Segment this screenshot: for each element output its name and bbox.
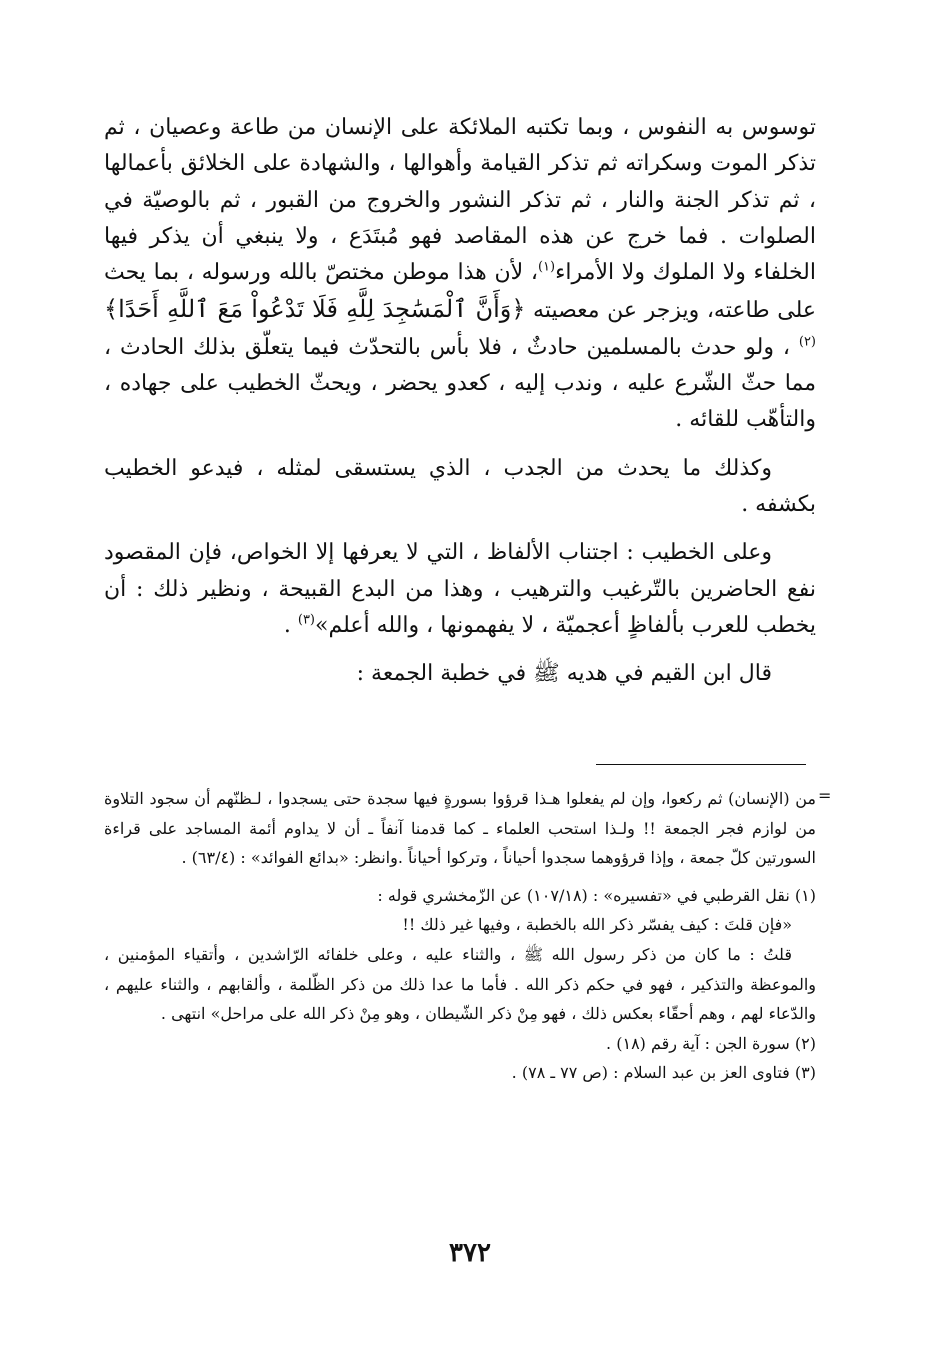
- paragraph-1-text-c: ، ولو حدث بالمسلمين حادثٌ ، فلا بأس بالتحدّث فيما يتعلّق بذلك الحادث ، مما حثّ الشّرع عليه ، وندب إليه ، كعدو يحضر ، ويحثّ الخطيب على جهاده ، والتأهّب للقائه .: [104, 334, 816, 433]
- footnote-ref-3[interactable]: (٣): [297, 612, 315, 628]
- footnote-continuation-mark: =: [818, 786, 832, 805]
- footnote-ref-2[interactable]: (٢): [798, 334, 816, 350]
- paragraph-1: [104, 110, 816, 439]
- quran-verse: ﴿وَأَنَّ ٱلْمَسَٰجِدَ لِلَّهِ فَلَا تَدْعُواْ مَعَ ٱللَّهِ أَحَدًا﴾: [104, 295, 526, 324]
- paragraph-3-text: وعلى الخطيب : اجتناب الألفاظ ، التي لا يعرفها إلا الخواص، فإن المقصود نفع الحاضرين بالتّرغيب والترهيب ، وهذا من البدع القبيحة ، ونظير ذلك : أن يخطب للعرب بألفاظٍ أعجميّة ، لا يفهمونها ، والله أعلم»: [104, 540, 816, 638]
- footnote-1-quote: «فإن قلتَ : كيف يفسّر ذكر الله بالخطبة ، وفيها غير ذلك !!: [402, 915, 792, 935]
- footnotes: [104, 784, 816, 1088]
- footnote-continuation: من (الإنسان) ثم ركعوا، وإن لم يفعلوا هـذا قرؤوا بسورةٍ فيها سجدة حتى يسجدوا ، لـظنّهم أن سجود التلاوة من لوازم فجر الجمعة !! ولـذا استحب العلماء ـ كما قدمنا آنفاً ـ أن لا يداوم أئمة المساجد على قراءة السورتين كلّ جمعة ، وإذا قرؤوهما سجدوا أحياناً ، وتركوا أحياناً .وانظر: «بدائع الفوائد» : (٦٣/٤) .: [104, 789, 816, 868]
- main-text: [104, 110, 816, 692]
- paragraph-1-text-b: ، لأن هذا موطن مختصّ بالله ورسوله ، بما يحث على طاعته، ويزجر عن معصيته: [104, 260, 817, 324]
- footnote-1-answer: قلتُ : ما كان من ذكر رسول الله ﷺ ، والثناء عليه ، وعلى خلفائه الرّاشدين ، وأتقياء المؤمنين ، والموعظة والتذكير ، فهو في حكم ذكر الله . فأما ما عدا ذلك من ذكر الظّلمة ، وألقابهم ، والثناء عليهم ، والدّعاء لهم ، وهم أحقّاء بعكس ذلك ، فهو مِنْ ذكر الشّيطان ، وهو مِنْ ذكر الله على مراحل» انتهى .: [104, 944, 816, 1024]
- page-number: ٣٧٢: [449, 1238, 491, 1268]
- paragraph-3: [104, 535, 816, 644]
- paragraph-3-end: .: [283, 612, 298, 638]
- footnote-2: (٢) سورة الجن : آية رقم (١٨) .: [606, 1033, 816, 1053]
- paragraph-1-text: توسوس به النفوس ، وبما تكتبه الملائكة على الإنسان من طاعة وعصيان ، ثم تذكر الموت وسكراته ثم تذكر القيامة وأهوالها ، والشهادة على الخلائق بأعمالها ، ثم تذكر الجنة والنار ، ثم تذكر النشور والخروج من القبور ، ثم بالوصيّة في الصلوات . فما خرج عن هذه المقاصد فهو مُبتَدَع ، ولا ينبغي أن يذكر فيها الخلفاء ولا الملوك ولا الأمراء: [104, 115, 816, 286]
- footnote-3: (٣) فتاوى العز بن عبد السلام : (ص ٧٧ ـ ٧٨) .: [511, 1063, 816, 1083]
- paragraph-4: قال ابن القيم في هديه ﷺ في خطبة الجمعة :: [356, 661, 772, 687]
- footnote-ref-1[interactable]: (١): [537, 259, 556, 275]
- paragraph-2: وكذلك ما يحدث من الجدب ، الذي يستسقى لمثله ، فيدعو الخطيب بكشفه .: [104, 455, 816, 517]
- footnote-1-heading: (١) نقل القرطبي في «تفسيره» : (١٠٧/١٨) عن الزّمخشري قوله :: [377, 885, 816, 905]
- footnote-separator: [596, 764, 806, 765]
